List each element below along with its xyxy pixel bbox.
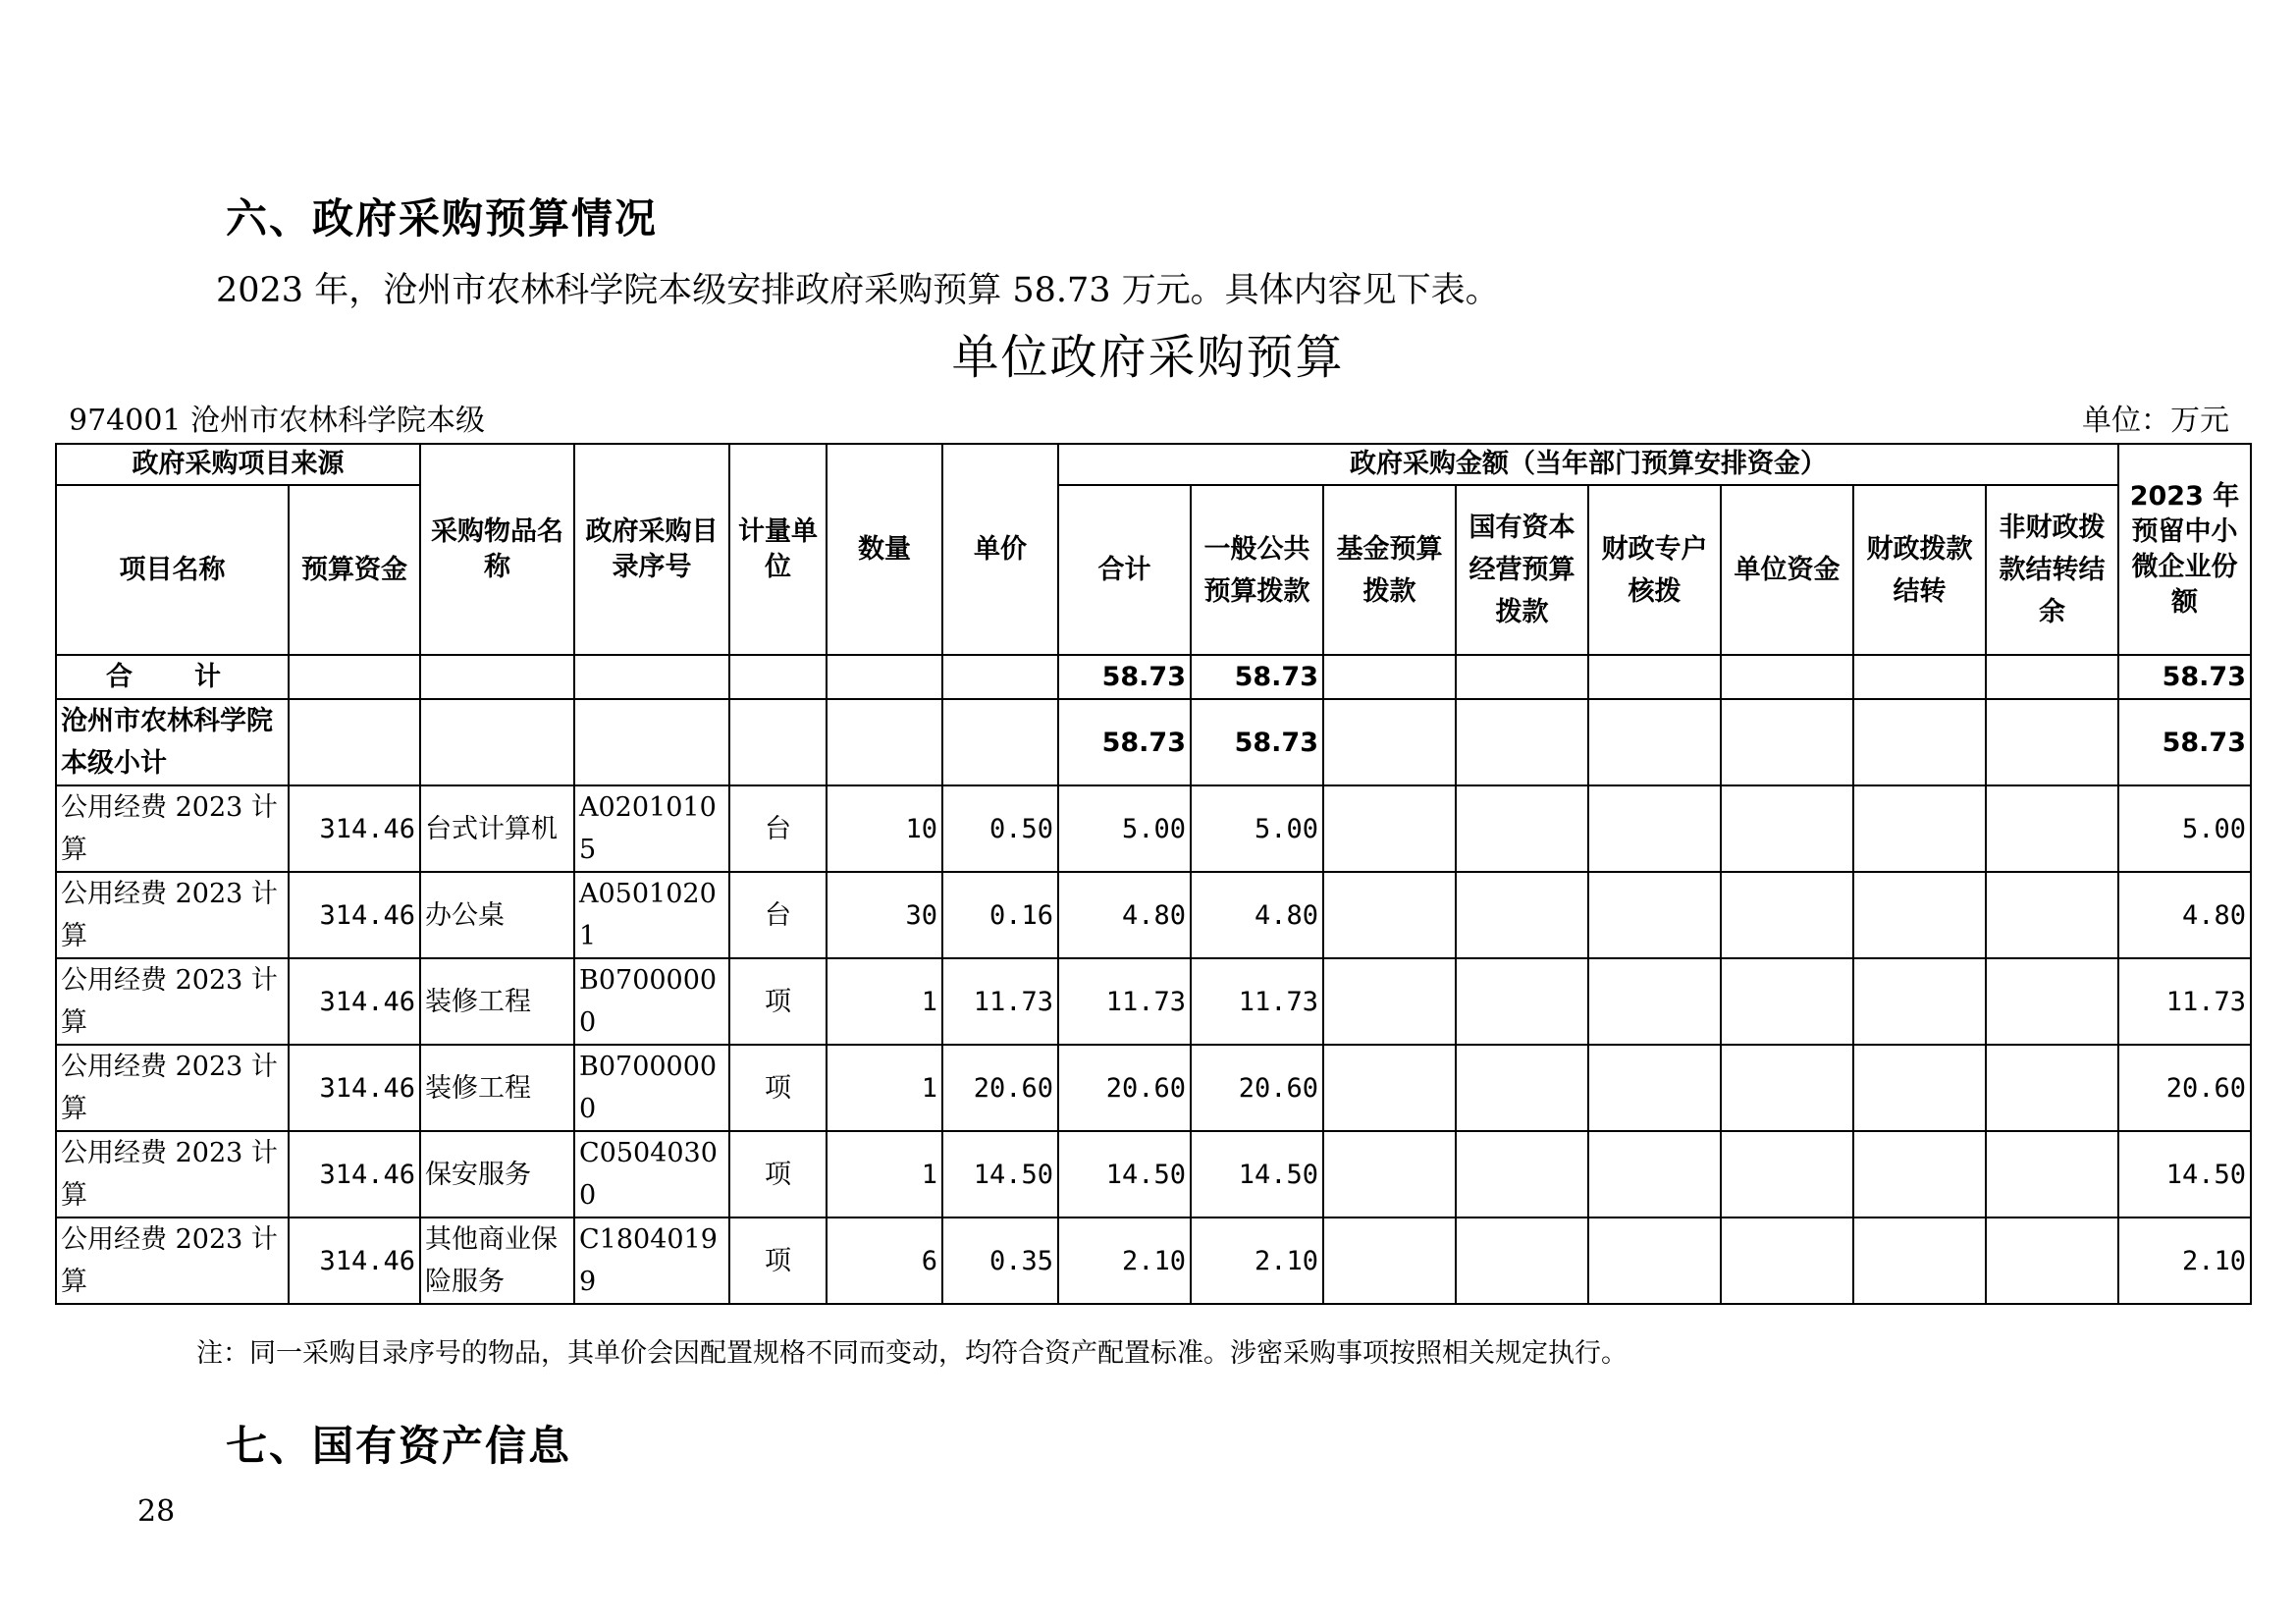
header-amount-group: 政府采购金额（当年部门预算安排资金） <box>1058 444 2118 485</box>
cell-sme: 4.80 <box>2118 872 2251 958</box>
header-quantity: 数量 <box>827 444 942 655</box>
cell-general: 5.00 <box>1191 785 1323 872</box>
total-label: 合 计 <box>56 655 289 699</box>
cell-unit: 台 <box>729 785 827 872</box>
cell-catalog: C05040300 <box>574 1131 729 1217</box>
table-row <box>56 872 2251 958</box>
cell-qty: 6 <box>827 1217 942 1304</box>
section-heading-state-assets: 七、国有资产信息 <box>226 1422 572 1470</box>
cell-sme: 14.50 <box>2118 1131 2251 1217</box>
cell-catalog: B07000000 <box>574 1045 729 1131</box>
cell-qty: 1 <box>827 958 942 1045</box>
cell-price: 14.50 <box>942 1131 1058 1217</box>
table-row <box>56 785 2251 872</box>
cell-project: 公用经费 2023 计算 <box>56 872 289 958</box>
cell-qty: 10 <box>827 785 942 872</box>
header-project-name: 项目名称 <box>56 485 289 655</box>
header-source-group: 政府采购项目来源 <box>56 444 420 485</box>
table-row <box>56 1045 2251 1131</box>
cell-general: 11.73 <box>1191 958 1323 1045</box>
cell-budget: 314.46 <box>289 1131 420 1217</box>
cell-price: 11.73 <box>942 958 1058 1045</box>
cell-unit: 项 <box>729 1217 827 1304</box>
cell-item: 保安服务 <box>420 1131 574 1217</box>
intro-paragraph: 2023 年，沧州市农林科学院本级安排政府采购预算 58.73 万元。具体内容见下表。 <box>216 271 1500 310</box>
cell-project: 公用经费 2023 计算 <box>56 958 289 1045</box>
cell-sme: 20.60 <box>2118 1045 2251 1131</box>
table-note: 注：同一采购目录序号的物品，其单价会因配置规格不同而变动，均符合资产配置标准。涉密采购事项按照相关规定执行。 <box>196 1338 1628 1369</box>
cell-item: 台式计算机 <box>420 785 574 872</box>
cell-total: 4.80 <box>1058 872 1191 958</box>
header-unit-price: 单价 <box>942 444 1058 655</box>
cell-total: 11.73 <box>1058 958 1191 1045</box>
cell-catalog: A02010105 <box>574 785 729 872</box>
header-unit: 计量单位 <box>729 444 827 655</box>
header-non-fiscal-carryover: 非财政拨款结转结余 <box>1986 485 2118 655</box>
cell-unit: 台 <box>729 872 827 958</box>
cell-item: 装修工程 <box>420 958 574 1045</box>
table-title: 单位政府采购预算 <box>951 330 1345 385</box>
header-sme-share: 2023 年预留中小微企业份额 <box>2118 444 2251 655</box>
cell-qty: 1 <box>827 1045 942 1131</box>
header-special-account: 财政专户核拨 <box>1588 485 1721 655</box>
table-row <box>56 1217 2251 1304</box>
cell-sme: 11.73 <box>2118 958 2251 1045</box>
cell-catalog: A05010201 <box>574 872 729 958</box>
cell-budget: 314.46 <box>289 785 420 872</box>
cell-item: 办公桌 <box>420 872 574 958</box>
subtotal-sme-share: 58.73 <box>2118 699 2251 785</box>
cell-price: 0.16 <box>942 872 1058 958</box>
header-general-budget: 一般公共预算拨款 <box>1191 485 1323 655</box>
page-number: 28 <box>137 1494 176 1529</box>
total-general-budget: 58.73 <box>1191 655 1323 699</box>
cell-catalog: B07000000 <box>574 958 729 1045</box>
cell-catalog: C18040199 <box>574 1217 729 1304</box>
cell-price: 0.50 <box>942 785 1058 872</box>
unit-code: 974001 沧州市农林科学院本级 <box>69 404 486 438</box>
cell-price: 20.60 <box>942 1045 1058 1131</box>
cell-budget: 314.46 <box>289 872 420 958</box>
cell-general: 20.60 <box>1191 1045 1323 1131</box>
cell-total: 5.00 <box>1058 785 1191 872</box>
cell-budget: 314.46 <box>289 1045 420 1131</box>
cell-total: 14.50 <box>1058 1131 1191 1217</box>
cell-unit: 项 <box>729 958 827 1045</box>
cell-sme: 2.10 <box>2118 1217 2251 1304</box>
cell-price: 0.35 <box>942 1217 1058 1304</box>
table-row <box>56 958 2251 1045</box>
header-budget-funds: 预算资金 <box>289 485 420 655</box>
cell-unit: 项 <box>729 1045 827 1131</box>
subtotal-general-budget: 58.73 <box>1191 699 1323 785</box>
cell-item: 装修工程 <box>420 1045 574 1131</box>
cell-total: 2.10 <box>1058 1217 1191 1304</box>
total-sme-share: 58.73 <box>2118 655 2251 699</box>
subtotal-row <box>56 699 2251 785</box>
table-row <box>56 1131 2251 1217</box>
cell-sme: 5.00 <box>2118 785 2251 872</box>
currency-unit: 单位：万元 <box>2082 404 2229 438</box>
header-unit-funds: 单位资金 <box>1721 485 1853 655</box>
header-state-capital: 国有资本经营预算拨款 <box>1456 485 1588 655</box>
cell-qty: 1 <box>827 1131 942 1217</box>
cell-general: 14.50 <box>1191 1131 1323 1217</box>
cell-budget: 314.46 <box>289 958 420 1045</box>
header-fund-budget: 基金预算拨款 <box>1323 485 1456 655</box>
cell-general: 2.10 <box>1191 1217 1323 1304</box>
header-item-name: 采购物品名称 <box>420 444 574 655</box>
section-heading-procurement: 六、政府采购预算情况 <box>226 194 659 243</box>
header-carryover: 财政拨款结转 <box>1853 485 1986 655</box>
cell-project: 公用经费 2023 计算 <box>56 1131 289 1217</box>
cell-item: 其他商业保险服务 <box>420 1217 574 1304</box>
procurement-budget-table <box>55 443 2252 1305</box>
header-total: 合计 <box>1058 485 1191 655</box>
cell-project: 公用经费 2023 计算 <box>56 1045 289 1131</box>
total-row <box>56 655 2251 699</box>
cell-budget: 314.46 <box>289 1217 420 1304</box>
header-catalog-no: 政府采购目录序号 <box>574 444 729 655</box>
cell-total: 20.60 <box>1058 1045 1191 1131</box>
cell-project: 公用经费 2023 计算 <box>56 785 289 872</box>
total-amount: 58.73 <box>1058 655 1191 699</box>
subtotal-amount: 58.73 <box>1058 699 1191 785</box>
subtotal-label: 沧州市农林科学院本级小计 <box>56 699 289 785</box>
cell-qty: 30 <box>827 872 942 958</box>
cell-project: 公用经费 2023 计算 <box>56 1217 289 1304</box>
cell-general: 4.80 <box>1191 872 1323 958</box>
cell-unit: 项 <box>729 1131 827 1217</box>
